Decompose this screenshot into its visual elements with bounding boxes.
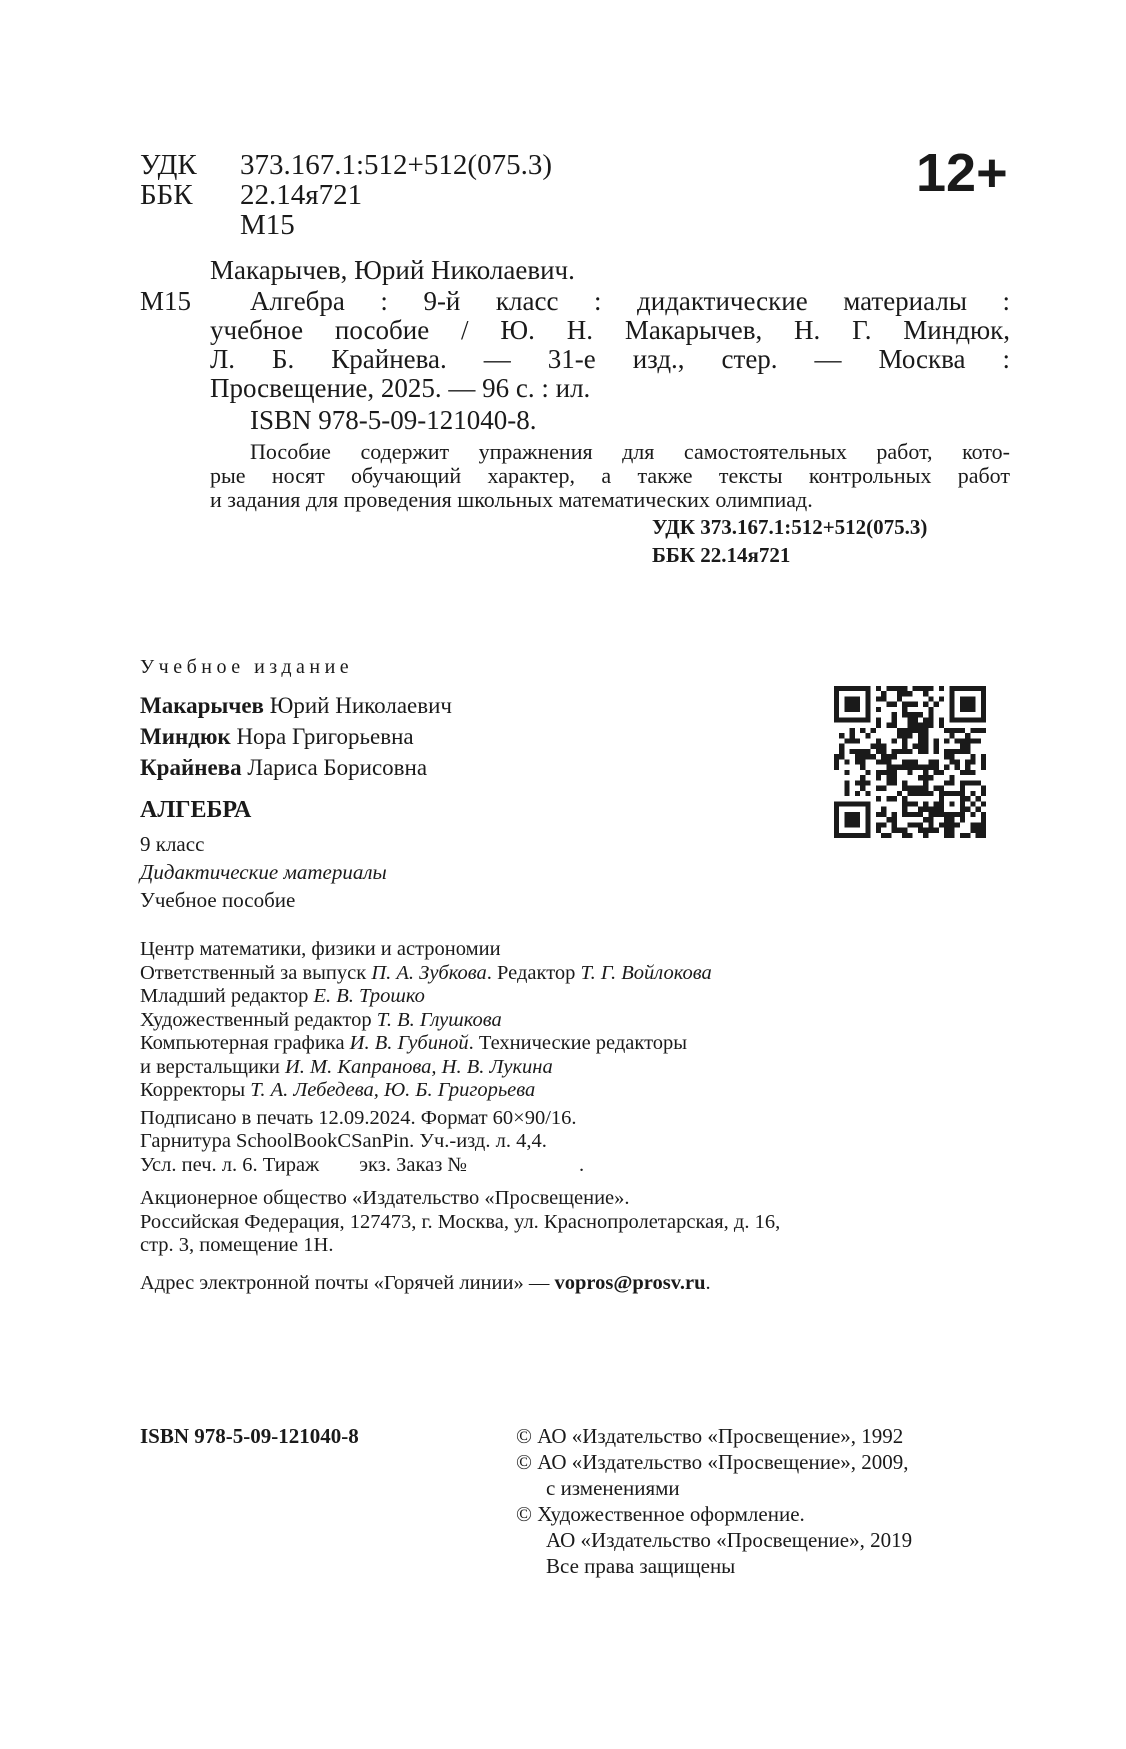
qr-code [834,686,986,838]
copyright-2009: © АО «Издательство «Просвещение», 2009, [516,1450,909,1474]
author-surname: Макарычев [140,693,264,718]
credit-graphics [140,1032,1040,1056]
credit-role: . Технические редакторы [468,1032,688,1054]
age-rating: 12+ [916,143,1008,203]
credit-person: Т. В. Глушкова [376,1008,502,1031]
book-grade: 9 класс [140,832,205,856]
publisher-address-cont: стр. 3, помещение 1Н. [140,1234,334,1256]
author-name: Юрий Николаевич [263,693,452,718]
credit-role: Корректоры [140,1079,251,1101]
author-line [140,752,452,783]
bbk-value: 22.14я721 [240,179,363,211]
rights-reserved: Все права защищены [546,1554,736,1578]
author-surname: Крайнева [140,755,242,780]
annotation-line-1: Пособие содержит упражнения для самостоятельных работ, кото- [250,439,1010,464]
card-isbn: ISBN 978-5-09-121040-8. [250,405,537,435]
card-author: Макарычев, Юрий Николаевич. [210,255,575,285]
order-end: . [578,1153,585,1176]
credit-role: . Редактор [486,961,581,984]
print-run-label: Усл. печ. л. 6. Тираж [140,1153,320,1176]
credit-person: П. А. Зубкова [371,961,487,984]
hotline-email [140,1272,1040,1296]
author-name: Лариса Борисовна [241,755,428,780]
book-title: АЛГЕБРА [140,797,252,823]
credit-responsible [140,962,1040,986]
copyright-block [516,1423,912,1579]
credit-person: И. М. Капранова, Н. В. Лукина [284,1055,553,1078]
author-line [140,690,452,721]
card-udk-right: УДК 373.167.1:512+512(075.3) [652,515,928,539]
credit-proofreaders [140,1079,1040,1103]
copyright-1992: © АО «Издательство «Просвещение», 1992 [516,1424,904,1448]
card-line-3: Л. Б. Крайнева. — 31-е изд., стер. — Москва : [210,344,1010,374]
edition-type: Учебное издание [140,656,354,678]
author-line [140,721,452,752]
credit-role: Ответственный за выпуск [140,961,372,984]
credit-person: Т. Г. Войлокова [580,961,712,984]
credit-art-editor [140,1009,1040,1033]
print-typeface: Гарнитура SchoolBookCSanPin. Уч.-изд. л. 4,4. [140,1130,547,1152]
print-run [140,1154,1040,1178]
credit-person: Т. А. Лебедева, Ю. Б. Григорьева [250,1079,536,1101]
card-line-4: Просвещение, 2025. — 96 с. : ил. [210,373,591,403]
udk-value: 373.167.1:512+512(075.3) [240,149,552,181]
credit-role: Компьютерная графика [140,1032,350,1054]
book-kind: Учебное пособие [140,888,296,912]
footer-isbn: ISBN 978-5-09-121040-8 [140,1424,359,1448]
credit-role: и верстальщики [140,1055,285,1078]
cutter-code: М15 [240,209,295,241]
credit-junior-editor [140,985,1040,1009]
credit-person: Е. В. Трошко [313,985,425,1007]
publisher-address: Российская Федерация, 127473, г. Москва, ул. Краснопролетарская, д. 16, [140,1210,781,1233]
credit-role: Художественный редактор [140,1008,377,1031]
print-signed: Подписано в печать 12.09.2024. Формат 60×90/16. [140,1106,577,1129]
order-label: экз. Заказ № [359,1153,467,1176]
publisher-name: Акционерное общество «Издательство «Просвещение». [140,1187,630,1209]
credit-role: Младший редактор [140,985,314,1007]
copyright-2009-note: с изменениями [546,1476,680,1500]
credits-block [140,938,1040,1295]
card-line-1: Алгебра : 9-й класс : дидактические материалы : [250,286,1010,316]
copyright-art-2019: АО «Издательство «Просвещение», 2019 [546,1528,913,1552]
udk-label: УДК [140,149,197,181]
annotation-line-2: рые носят обучающий характер, а также тексты контрольных работ [210,463,1010,488]
card-bbk-right: ББК 22.14я721 [652,543,791,567]
email-label: Адрес электронной почты «Горячей линии» — [140,1271,555,1294]
card-cutter: М15 [140,286,192,316]
book-subtitle: Дидактические материалы [140,860,387,884]
copyright-art: © Художественное оформление. [516,1502,805,1526]
author-surname: Миндюк [140,724,231,749]
credit-person: И. В. Губиной [349,1032,469,1054]
card-line-2: учебное пособие / Ю. Н. Макарычев, Н. Г. Миндюк, [210,315,1010,345]
credit-layout [140,1056,1040,1080]
annotation-line-3: и задания для проведения школьных математических олимпиад. [210,487,813,512]
email-link[interactable]: vopros@prosv.ru [554,1271,706,1294]
email-end: . [705,1271,711,1294]
author-name: Нора Григорьевна [230,724,414,749]
bbk-label: ББК [140,179,193,211]
authors-list [140,690,452,783]
credit-center: Центр математики, физики и астрономии [140,938,501,960]
